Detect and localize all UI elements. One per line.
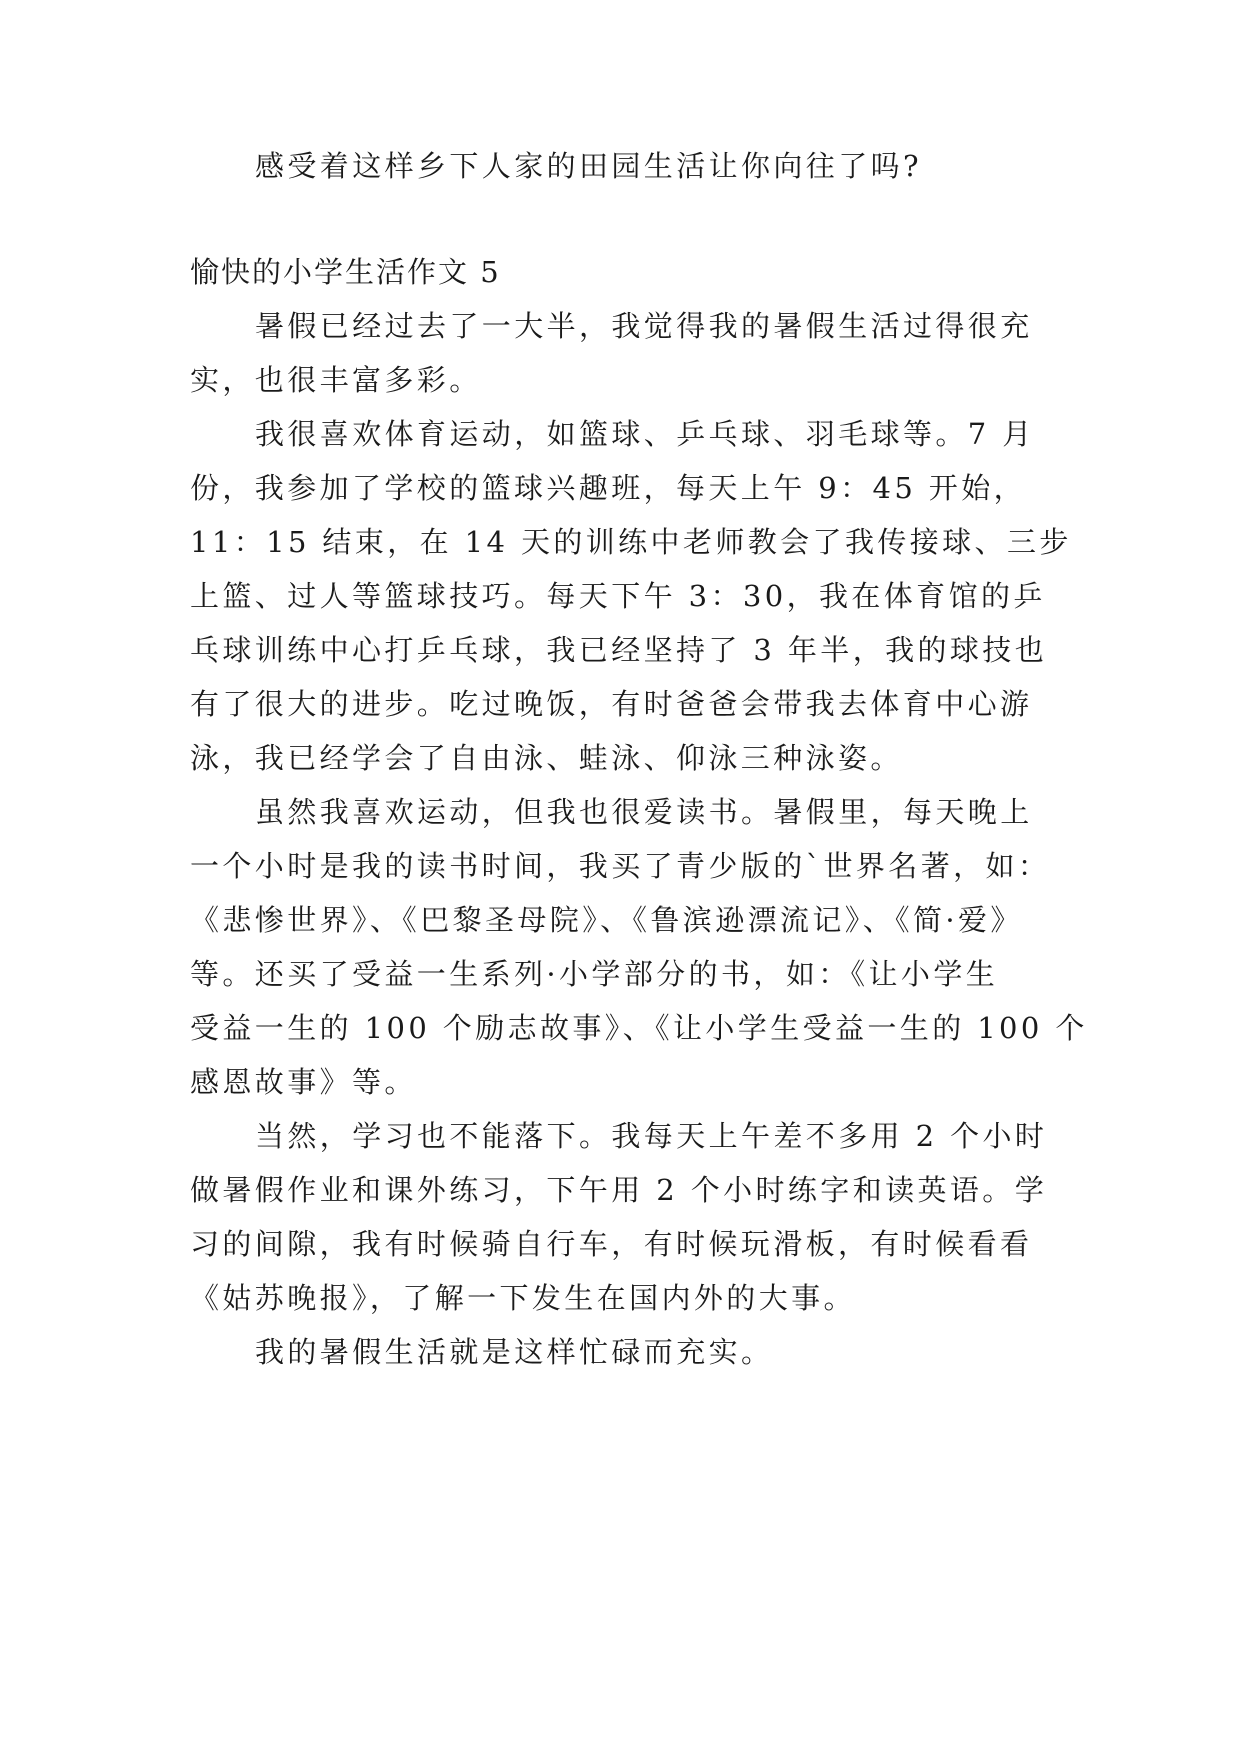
paragraph-line: 当然，学习也不能落下。我每天上午差不多用 2 个小时 [255, 1119, 1048, 1153]
paragraph-line: 有了很大的进步。吃过晚饭，有时爸爸会带我去体育中心游 [190, 687, 1033, 721]
paragraph-line: 我的暑假生活就是这样忙碌而充实。 [255, 1335, 774, 1369]
intro-line: 感受着这样乡下人家的田园生活让你向往了吗? [255, 149, 922, 183]
paragraph-line: 做暑假作业和课外练习，下午用 2 个小时练字和读英语。学 [190, 1173, 1048, 1207]
paragraph-line: 暑假已经过去了一大半，我觉得我的暑假生活过得很充 [255, 309, 1033, 343]
paragraph-line: 份，我参加了学校的篮球兴趣班，每天上午 9：45 开始， [190, 471, 1026, 505]
section-title: 愉快的小学生活作文 5 [190, 255, 501, 289]
paragraph-line: 感恩故事》等。 [190, 1065, 417, 1099]
paragraph-line: 一个小时是我的读书时间，我买了青少版的`世界名著，如： [190, 849, 1051, 883]
paragraph-line: 《姑苏晚报》，了解一下发生在国内外的大事。 [190, 1281, 856, 1315]
paragraph-line: 受益一生的 100 个励志故事》、《让小学生受益一生的 100 个 [190, 1011, 1088, 1045]
paragraph-line: 习的间隙，我有时候骑自行车，有时候玩滑板，有时候看看 [190, 1227, 1033, 1261]
paragraph-line: 《悲惨世界》、《巴黎圣母院》、《鲁滨逊漂流记》、《简·爱》 [190, 903, 1023, 937]
paragraph-line: 上篮、过人等篮球技巧。每天下午 3：30，我在体育馆的乒 [190, 579, 1046, 613]
paragraph-line: 实，也很丰富多彩。 [190, 363, 482, 397]
paragraph-line: 我很喜欢体育运动，如篮球、乒乓球、羽毛球等。7 月 [255, 417, 1035, 451]
paragraph-line: 11：15 结束，在 14 天的训练中老师教会了我传接球、三步 [190, 525, 1072, 559]
paragraph-line: 乓球训练中心打乒乓球，我已经坚持了 3 年半，我的球技也 [190, 633, 1048, 667]
paragraph-line: 虽然我喜欢运动，但我也很爱读书。暑假里，每天晚上 [255, 795, 1033, 829]
paragraph-line: 等。还买了受益一生系列·小学部分的书，如：《让小学生 [190, 957, 999, 991]
paragraph-line: 泳，我已经学会了自由泳、蛙泳、仰泳三种泳姿。 [190, 741, 903, 775]
